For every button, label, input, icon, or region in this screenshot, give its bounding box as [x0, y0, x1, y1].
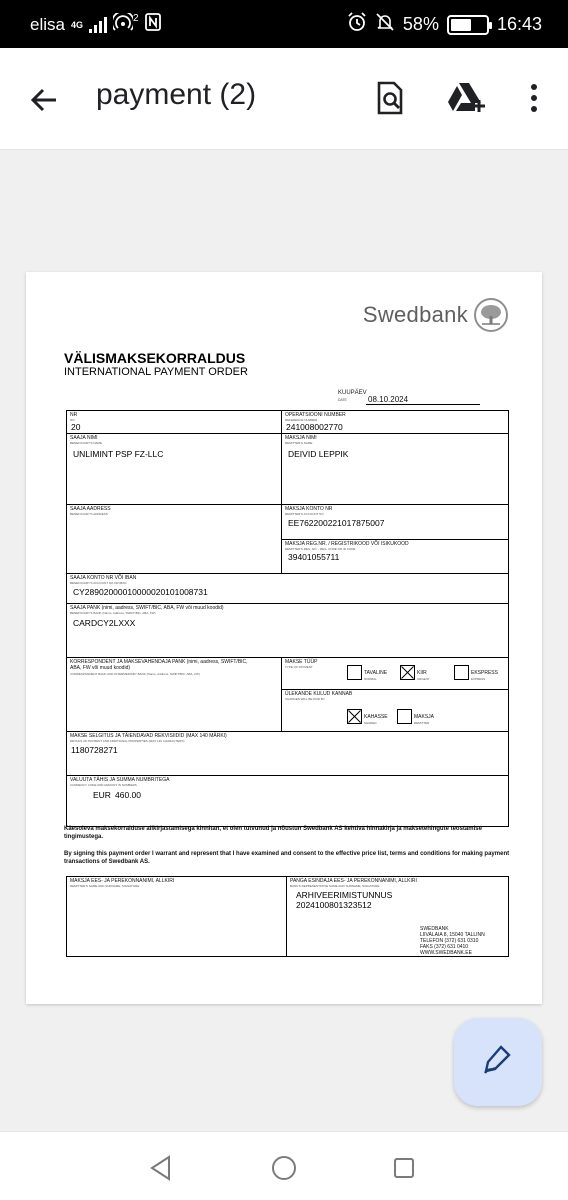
date-value: 08.10.2024	[366, 395, 480, 405]
payment-type-sublabel: TYPE OF PAYMENT	[285, 665, 313, 669]
operation-label: OPERATSIOONI NUMBER	[285, 412, 346, 418]
signal-icon	[89, 17, 107, 33]
option-express-label: EKSPRESS	[471, 670, 498, 676]
status-left	[30, 13, 161, 36]
date-label: KUUPÄEV	[338, 390, 367, 396]
currency-code: EUR	[93, 790, 111, 800]
home-circle-icon[interactable]	[270, 1154, 298, 1182]
beneficiary-address-label: SAAJA AADRESS	[70, 506, 111, 512]
option-express-sublabel: EXPRESS	[471, 677, 486, 681]
mute-icon	[375, 12, 395, 37]
remitter-account-value: EE762200221017875007	[288, 518, 385, 528]
checkbox-express	[454, 665, 469, 680]
checkbox-remitter	[397, 709, 412, 724]
remitter-account-sublabel: REMITTER'S ACCOUNT NO	[285, 512, 324, 516]
beneficiary-account-value: CY28902000010000020101008731	[73, 587, 208, 597]
remitter-reg-label: MAKSJA REG.NR. / REGISTRIKOOD VÕI ISIKUKOOD	[285, 541, 409, 547]
divider	[67, 433, 508, 434]
battery-fill	[451, 19, 471, 31]
hotspot-icon	[113, 13, 133, 36]
bank-address-line: FAKS (372) 631 0410	[420, 944, 469, 950]
divider	[281, 657, 282, 731]
divider	[67, 731, 508, 732]
charges-sublabel: CHARGES WILL BE PAID BY	[285, 697, 325, 701]
battery-percent: 58%	[402, 14, 439, 34]
oak-tree-icon	[474, 298, 508, 332]
correspondent-bank-label-2: ABA, FW või muud koodid)	[70, 665, 131, 671]
amount-value: 460.00	[115, 790, 141, 800]
edit-pen-icon	[481, 1043, 515, 1082]
divider	[281, 689, 508, 690]
divider	[281, 539, 508, 540]
beneficiary-account-label: SAAJA KONTO NR VÕI IBAN	[70, 575, 137, 581]
remitter-name-value: DEIVID LEPPIK	[288, 449, 349, 459]
remitter-name-sublabel: REMITTER'S NAME	[285, 441, 313, 445]
correspondent-bank-sublabel: CORRESPONDENT BANK AND INTERMEDIARY BANK (Name, Address, SWIFT/BIC, ABA, FW)	[70, 672, 200, 676]
alarm-icon	[347, 12, 367, 37]
beneficiary-bank-label: SAAJA PANK (nimi, aadress, SWIFT/BIC, ABA, FW või muud koodid)	[70, 605, 224, 611]
details-label: MAKSE SELGITUS JA TÄIENDAVAD REKVISIIDID (MAX 140 MÄRKI)	[70, 733, 227, 739]
network-type: 4G	[70, 19, 83, 30]
details-value: 1180728271	[71, 745, 118, 755]
clock: 16:43	[496, 14, 542, 34]
status-right	[347, 12, 542, 37]
divider	[286, 877, 287, 956]
back-triangle-icon[interactable]	[147, 1154, 175, 1182]
correspondent-bank-label: KORRESPONDENT JA MAKSEVAHENDAJA PANK (nimi, aadress, SWIFT/BIC,	[70, 659, 248, 665]
beneficiary-name-label: SAAJA NIMI	[70, 435, 98, 441]
nr-value: 20	[71, 422, 81, 432]
hotspot-count: 2	[132, 13, 139, 24]
divider	[67, 657, 508, 658]
navigation-bar	[0, 1131, 568, 1200]
archive-label: ARHIVEERIMISTUNNUS	[296, 890, 393, 900]
declaration-estonian: Käesoleva maksekorralduse allkirjastamisega kinnitan, et olen tutvunud ja nõustun Swedbank AS kehtiva hinnakirja ja maksetehingute teostamise tingimustega.	[64, 826, 482, 840]
payment-form	[66, 410, 509, 827]
option-shared-sublabel: SHARED	[364, 721, 377, 725]
beneficiary-name-value: UNLIMINT PSP FZ-LLC	[73, 449, 164, 459]
recents-square-icon[interactable]	[390, 1154, 418, 1182]
remitter-reg-sublabel: REMITTER'S REG. NO. - REG. CODE OR ID CODE	[285, 547, 356, 551]
bank-signature-label: PANGA ESINDAJA EES- JA PEREKONNANIMI, ALLKIRI	[290, 878, 417, 884]
nr-sublabel: NO	[70, 418, 75, 422]
option-remitter-label: MAKSJA	[414, 714, 435, 720]
nr-label: NR	[70, 412, 78, 418]
bank-signature-sublabel: BANK'S REPRESENTATIVE NAME AND SURNAME, SIGNATURE	[290, 884, 380, 888]
divider	[67, 504, 508, 505]
status-bar	[0, 0, 568, 48]
bank-address-line: TELEFON (372) 631 0310	[420, 938, 479, 944]
checkbox-urgent-checked	[400, 665, 415, 680]
add-to-drive-icon[interactable]	[442, 74, 490, 122]
checkbox-shared-checked	[347, 709, 362, 724]
payment-type-label: MAKSE TÜÜP	[285, 659, 318, 665]
beneficiary-bank-sublabel: BENEFICIARY'S BANK (Name, Address, SWIFT/BIC, ABA, FW)	[70, 611, 156, 615]
details-sublabel: DETAILS OF PAYMENT AND ADDITIONAL PROPERTIES (MAX 140 CHARACTERS)	[70, 739, 185, 743]
bank-address-line: SWEDBANK	[420, 926, 449, 932]
remitter-signature-label: MAKSJA EES- JA PEREKONNANIMI, ALLKIRI	[70, 878, 175, 884]
remitter-account-label: MAKSJA KONTO NR	[285, 506, 333, 512]
battery-icon	[447, 15, 489, 35]
option-normal-label: TAVALINE	[364, 670, 388, 676]
operation-value: 241008002770	[286, 422, 343, 432]
bank-address-line: WWW.SWEDBANK.EE	[420, 950, 472, 956]
divider	[67, 573, 508, 574]
edit-fab[interactable]	[454, 1018, 542, 1106]
back-arrow-icon[interactable]	[22, 78, 66, 122]
charges-label: ÜLEKANDE KULUD KANNAB	[285, 691, 353, 697]
swedbank-logo	[363, 298, 508, 332]
remitter-reg-value: 39401055711	[288, 552, 340, 562]
carrier-name: elisa	[30, 14, 65, 34]
option-normal-sublabel: NORMAL	[364, 677, 377, 681]
archive-value: 2024100801323512	[296, 900, 372, 910]
divider	[67, 603, 508, 604]
signature-table	[66, 876, 509, 957]
beneficiary-account-sublabel: BENEFICIARY'S ACCOUNT NO OR IBAN	[70, 581, 127, 585]
declaration-english: By signing this payment order I warrant and represent that I have examined and consent to the effective price list, terms and conditions for making payment transactions of Swedbank AS.	[64, 851, 510, 865]
operation-sublabel: REFERENCE NUMBER	[285, 418, 318, 422]
currency-sublabel: CURRENCY CODE AND AMOUNT IN NUMBERS	[70, 783, 137, 787]
nfc-icon	[145, 13, 161, 36]
search-document-icon[interactable]	[366, 74, 414, 122]
bank-address-line: LIIVALAIA 8, 15040 TALLINN	[420, 932, 485, 938]
form-subtitle: INTERNATIONAL PAYMENT ORDER	[64, 366, 248, 378]
divider	[67, 775, 508, 776]
form-title: VÄLISMAKSEKORRALDUS	[64, 350, 246, 366]
divider	[281, 411, 282, 573]
beneficiary-address-sublabel: BENEFICIARY'S ADDRESS	[70, 512, 108, 516]
checkbox-normal	[347, 665, 362, 680]
document-title: payment (2)	[96, 78, 257, 111]
beneficiary-bank-value: CARDCY2LXXX	[73, 618, 136, 628]
currency-label: VALUUTA TÄHIS JA SUMMA NUMBRITEGA	[70, 777, 170, 783]
more-vertical-icon[interactable]	[510, 74, 558, 122]
option-shared-label: KAHASSE	[364, 714, 388, 720]
remitter-name-label: MAKSJA NIMI	[285, 435, 317, 441]
option-urgent-label: KIIR	[417, 670, 427, 676]
bank-address	[420, 926, 485, 956]
remitter-signature-sublabel: REMITTER'S NAME AND SURNAME, SIGNATURE	[70, 884, 140, 888]
document-page[interactable]	[26, 272, 542, 1004]
option-remitter-sublabel: REMITTER	[414, 721, 430, 725]
brand-name: Swedbank	[362, 302, 468, 327]
date-sublabel: DATE	[338, 398, 347, 402]
app-bar	[0, 48, 568, 150]
option-urgent-sublabel: URGENT	[417, 677, 430, 681]
beneficiary-name-sublabel: BENEFICIARY'S NAME	[70, 441, 103, 445]
